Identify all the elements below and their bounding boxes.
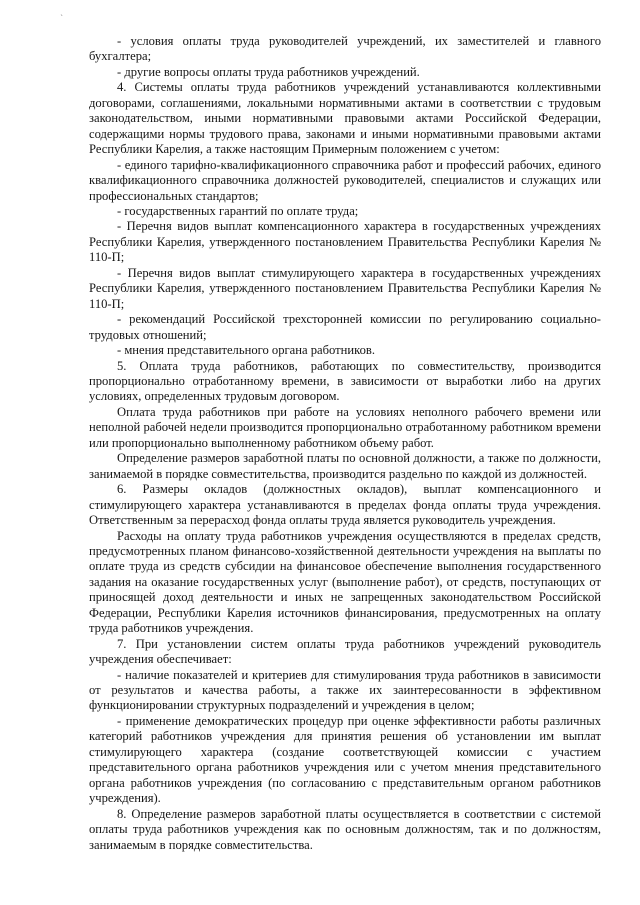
paragraph-democratic-procedures: - применение демократических процедур при оценке эффективности работы различных категорий работников учреждения для принятия решения об установлении им выплат стимулирующего характера (создание соответствующей комиссии с участием представительного органа работников учреждения или с учетом мнения представительного органа работников учреждения (по согласованию с представительным органом работников учреждения). (89, 713, 601, 806)
scan-corner-mark: ˋ (60, 14, 64, 23)
paragraph-conditions-managers: - условия оплаты труда руководителей учреждений, их заместителей и главного бухгалтера; (89, 34, 601, 64)
paragraph-salary-determination: Определение размеров заработной платы по основной должности, а также по должности, занимаемой в порядке совместительства, производится раздельно по каждой из должностей. (89, 451, 601, 481)
paragraph-item-7: 7. При установлении систем оплаты труда работников учреждений руководитель учреждения обеспечивает: (89, 636, 601, 667)
paragraph-commission-recommendations: - рекомендаций Российской трехсторонней комиссии по регулированию социально-трудовых отношений; (89, 312, 601, 342)
paragraph-item-4: 4. Системы оплаты труда работников учреждений устанавливаются коллективными договорами, соглашениями, локальными нормативными актами в соответствии с трудовым законодательством, иными нормативными правовыми актами Российской Федерации, содержащими нормы трудового права, законами и иными нормативными правовыми актами Республики Карелия, а также настоящим Примерным положением с учетом: (89, 80, 601, 157)
paragraph-item-6: 6. Размеры окладов (должностных окладов), выплат компенсационного и стимулирующего характера устанавливаются в пределах фонда оплаты труда учреждения. Ответственным за перерасход фонда оплаты труда является руководитель учреждения. (89, 482, 601, 528)
paragraph-expenses: Расходы на оплату труда работников учреждения осуществляются в пределах средств, предусмотренных планом финансово-хозяйственной деятельности учреждения на выплаты по оплате труда из средств субсидии на финансовое обеспечение выполнения государственного задания на оказание государственных услуг (выполнение работ), от средств, поступающих от приносящей доход деятельности и иных не запрещенных законодательством Российской Федерации, Республики Карелия источников финансирования, предусмотренных на оплату труда работников учреждения. (89, 528, 601, 636)
paragraph-indicators-criteria: - наличие показателей и критериев для стимулирования труда работников в зависимости от результатов и качества работы, а также их заинтересованности в эффективном функционировании структурных подразделений и учреждения в целом; (89, 667, 601, 713)
paragraph-representative-opinion: - мнения представительного органа работников. (117, 343, 376, 358)
paragraph-item-5: 5. Оплата труда работников, работающих по совместительству, производится пропорционально отработанному времени, в зависимости от выработки либо на других условиях, определенных трудовым договором. (89, 358, 601, 404)
paragraph-state-guarantees: - государственных гарантий по оплате труда; (117, 203, 359, 218)
document-page (89, 34, 601, 853)
paragraph-item-8: 8. Определение размеров заработной платы осуществляется в соответствии с системой оплаты труда работников учреждения как по основным должностям, так и по должностям, занимаемым в порядке совместительства. (89, 806, 601, 852)
paragraph-incentive-list: - Перечня видов выплат стимулирующего характера в государственных учреждениях Республики Карелия, утвержденного постановлением Правительства Республики Карелия № 110-П; (89, 265, 601, 311)
paragraph-other-questions: - другие вопросы оплаты труда работников учреждений. (117, 64, 420, 79)
paragraph-unified-handbook: - единого тарифно-квалификационного справочника работ и профессий рабочих, единого квалификационного справочника должностей руководителей, специалистов и служащих или профессиональных стандартов; (89, 157, 601, 203)
paragraph-part-time-pay: Оплата труда работников при работе на условиях неполного рабочего времени или неполной рабочей недели производится пропорционально отработанному работником времени или пропорционально выполненному работником объему работ. (89, 404, 601, 450)
paragraph-compensation-list: - Перечня видов выплат компенсационного характера в государственных учреждениях Республики Карелия, утвержденного постановлением Правительства Республики Карелия № 110-П; (89, 219, 601, 265)
